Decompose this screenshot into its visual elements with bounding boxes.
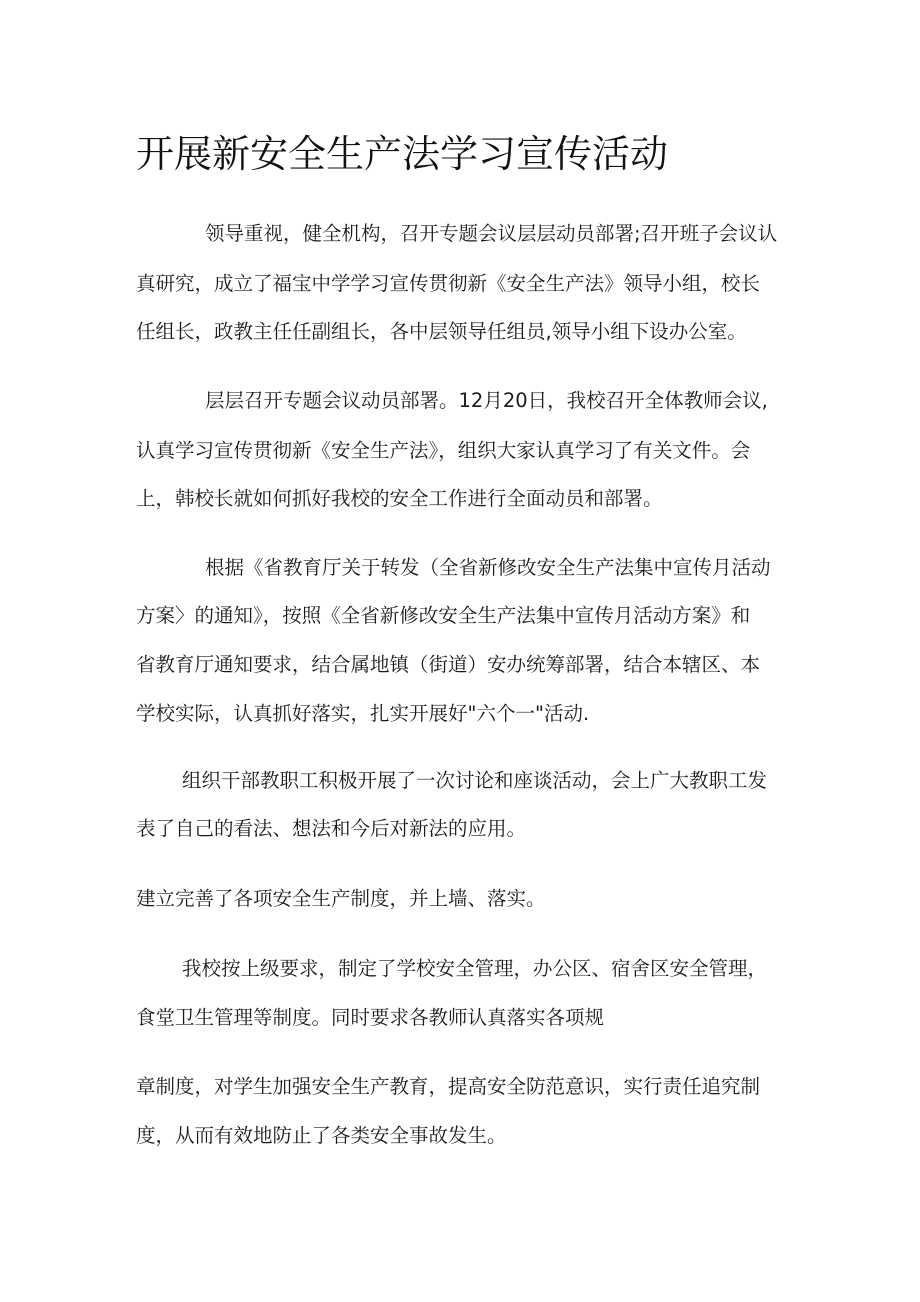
paragraph-2-line-3: 上，韩校长就如何抓好我校的安全工作进行全面动员和部署。	[136, 487, 663, 510]
paragraph-6-line-1: 我校按上级要求，制定了学校安全管理，办公区、宿舍区安全管理，	[182, 957, 768, 980]
paragraph-5-line-1: 建立完善了各项安全生产制度，并上墙、落实。	[136, 887, 546, 910]
paragraph-3-line-2: 方案〉的通知》，按照《全省新修改安全生产法集中宣传月活动方案》和	[136, 604, 751, 627]
paragraph-2-line-1: 层层召开专题会议动员部署。12月20日，我校召开全体教师会议,	[205, 389, 768, 412]
paragraph-3-line-1: 根据《省教育厅关于转发（全省新修改安全生产法集中宣传月活动	[205, 556, 771, 579]
paragraph-6-line-2: 食堂卫生管理等制度。同时要求各教师认真落实各项规	[136, 1006, 605, 1029]
paragraph-3-line-4: 学校实际，认真抓好落实，扎实开展好"六个一"活动.	[136, 702, 590, 725]
paragraph-7-line-2: 度，从而有效地防止了各类安全事故发生。	[136, 1124, 507, 1147]
paragraph-2-line-2: 认真学习宣传贯彻新《安全生产法》，组织大家认真学习了有关文件。会	[136, 439, 751, 462]
paragraph-4-line-1: 组织干部教职工积极开展了一次讨论和座谈活动，会上广大教职工发	[182, 769, 768, 792]
paragraph-1-line-2: 真研究，成立了福宝中学学习宣传贯彻新《安全生产法》领导小组，校长	[136, 272, 761, 295]
paragraph-1-line-1: 领导重视，健全机构，召开专题会议层层动员部署;召开班子会议认	[205, 222, 778, 245]
document-title: 开展新安全生产法学习宣传活动	[136, 132, 669, 176]
paragraph-1-line-3: 任组长，政教主任任副组长，各中层领导任组员,领导小组下设办公室。	[136, 320, 747, 343]
paragraph-3-line-3: 省教育厅通知要求，结合属地镇（街道）安办统筹部署，结合本辖区、本	[136, 653, 761, 676]
paragraph-4-line-2: 表了自己的看法、想法和今后对新法的应用。	[136, 817, 527, 840]
paragraph-7-line-1: 章制度，对学生加强安全生产教育，提高安全防范意识，实行责任追究制	[136, 1075, 761, 1098]
